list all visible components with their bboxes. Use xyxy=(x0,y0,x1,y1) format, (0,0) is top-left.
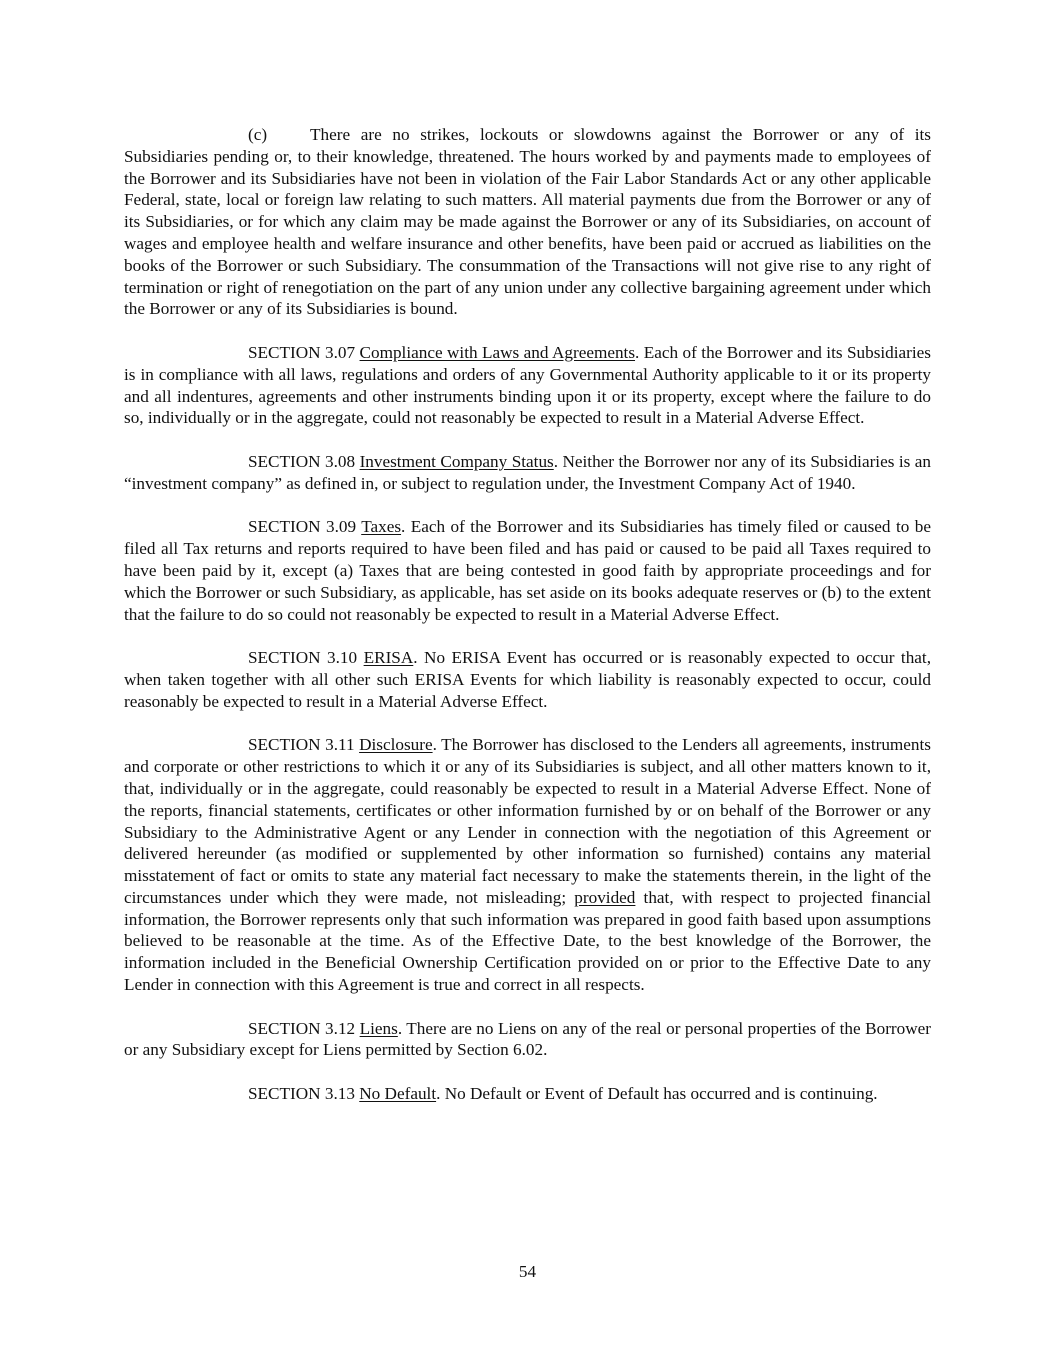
proviso-term: provided xyxy=(574,887,636,907)
section-number: SECTION 3.07 xyxy=(248,342,356,362)
section-number: SECTION 3.08 xyxy=(248,451,356,471)
page-number: 54 xyxy=(518,1262,537,1281)
section-3-12 xyxy=(124,1018,931,1062)
section-title: Disclosure xyxy=(359,735,433,755)
section-body: . Neither the Borrower nor any of its Subsidiaries is an “investment company” as defined in, or subject to regulation under, the Investment Company Act of 1940. xyxy=(124,451,931,493)
section-title: Investment Company Status xyxy=(359,451,554,471)
section-body: . There are no Liens on any of the real or personal properties of the Borrower or any Subsidiary except for Liens permitted by Section 6.02. xyxy=(124,1018,931,1060)
section-body: . No ERISA Event has occurred or is reasonably expected to occur that, when taken together with all other such ERISA Events for which liability is reasonably expected to occur, could reasonably be expected to result in a Material Adverse Effect. xyxy=(124,648,931,711)
section-3-10 xyxy=(124,647,931,712)
section-title: Liens xyxy=(359,1018,398,1038)
section-3-11 xyxy=(124,734,931,996)
paragraph-c-text: There are no strikes, lockouts or slowdowns against the Borrower or any of its Subsidiaries pending or, to their knowledge, threatened. The hours worked by and payments made to employees of the Borrower and its Subsidiaries have not been in violation of the Fair Labor Standards Act or any other applicable Federal, state, local or foreign law relating to such matters. All material payments due from the Borrower or any of its Subsidiaries, or for which any claim may be made against the Borrower or any of its Subsidiaries, on account of wages and employee health and welfare insurance and other benefits, have been paid or accrued as liabilities on the books of the Borrower or such Subsidiary. The consummation of the Transactions will not give rise to any right of termination or right of renegotiation on the part of any union under any collective bargaining agreement under which the Borrower or any of its Subsidiaries is bound. xyxy=(124,125,931,319)
section-body: . No Default or Event of Default has occurred and is continuing. xyxy=(436,1084,878,1104)
section-3-07 xyxy=(124,342,931,429)
section-3-13 xyxy=(124,1083,931,1105)
section-title: Compliance with Laws and Agreements xyxy=(359,342,636,362)
section-number: SECTION 3.13 xyxy=(248,1084,355,1104)
section-number: SECTION 3.10 xyxy=(248,648,358,668)
section-body: . The Borrower has disclosed to the Lenders all agreements, instruments and corporate or other restrictions to which it or any of its Subsidiaries is subject, and all other matters known to it, that, individually or in the aggregate, could reasonably be expected to result in a Material Adverse Effect. None of the reports, financial statements, certificates or other information furnished by or on behalf of the Borrower or any Subsidiary to the Administrative Agent or any Lender in connection with the negotiation of this Agreement or delivered hereunder (as modified or supplemented by other information so furnished) contains any material misstatement of fact or omits to state any material fact necessary to make the statements therein, in the light of the circumstances under which they were made, not misleading; xyxy=(124,735,931,907)
section-body: . Each of the Borrower and its Subsidiaries has timely filed or caused to be filed all Tax returns and reports required to have been filed and has paid or caused to be paid all Taxes required to have been paid by it, except (a) Taxes that are being contested in good faith by appropriate proceedings and for which the Borrower or such Subsidiary, as applicable, has set aside on its books adequate reserves or (b) to the extent that the failure to do so could not reasonably be expected to result in a Material Adverse Effect. xyxy=(124,517,931,624)
section-body-continued: that, with respect to projected financial information, the Borrower represents only that such information was prepared in good faith based upon assumptions believed to be reasonable at the time. As of the Effective Date, to the best knowledge of the Borrower, the information included in the Beneficial Ownership Certification provided on or prior to the Effective Date to any Lender in connection with this Agreement is true and correct in all respects. xyxy=(124,887,931,995)
section-3-08 xyxy=(124,451,931,495)
section-title: Taxes xyxy=(361,517,402,537)
clause-label: (c) xyxy=(248,125,268,144)
section-body: . Each of the Borrower and its Subsidiaries is in compliance with all laws, regulations and orders of any Governmental Authority applicable to it or its property and all indentures, agreements and other instruments binding upon it or its property, except where the failure to do so, individually or in the aggregate, could not reasonably be expected to result in a Material Adverse Effect. xyxy=(124,342,931,428)
paragraph-c xyxy=(124,124,931,320)
section-number: SECTION 3.11 xyxy=(248,735,355,755)
section-number: SECTION 3.09 xyxy=(248,517,357,537)
section-title: ERISA xyxy=(363,648,414,668)
section-number: SECTION 3.12 xyxy=(248,1018,356,1038)
section-3-09 xyxy=(124,516,931,625)
section-title: No Default xyxy=(359,1084,437,1104)
document-body xyxy=(124,124,931,1105)
